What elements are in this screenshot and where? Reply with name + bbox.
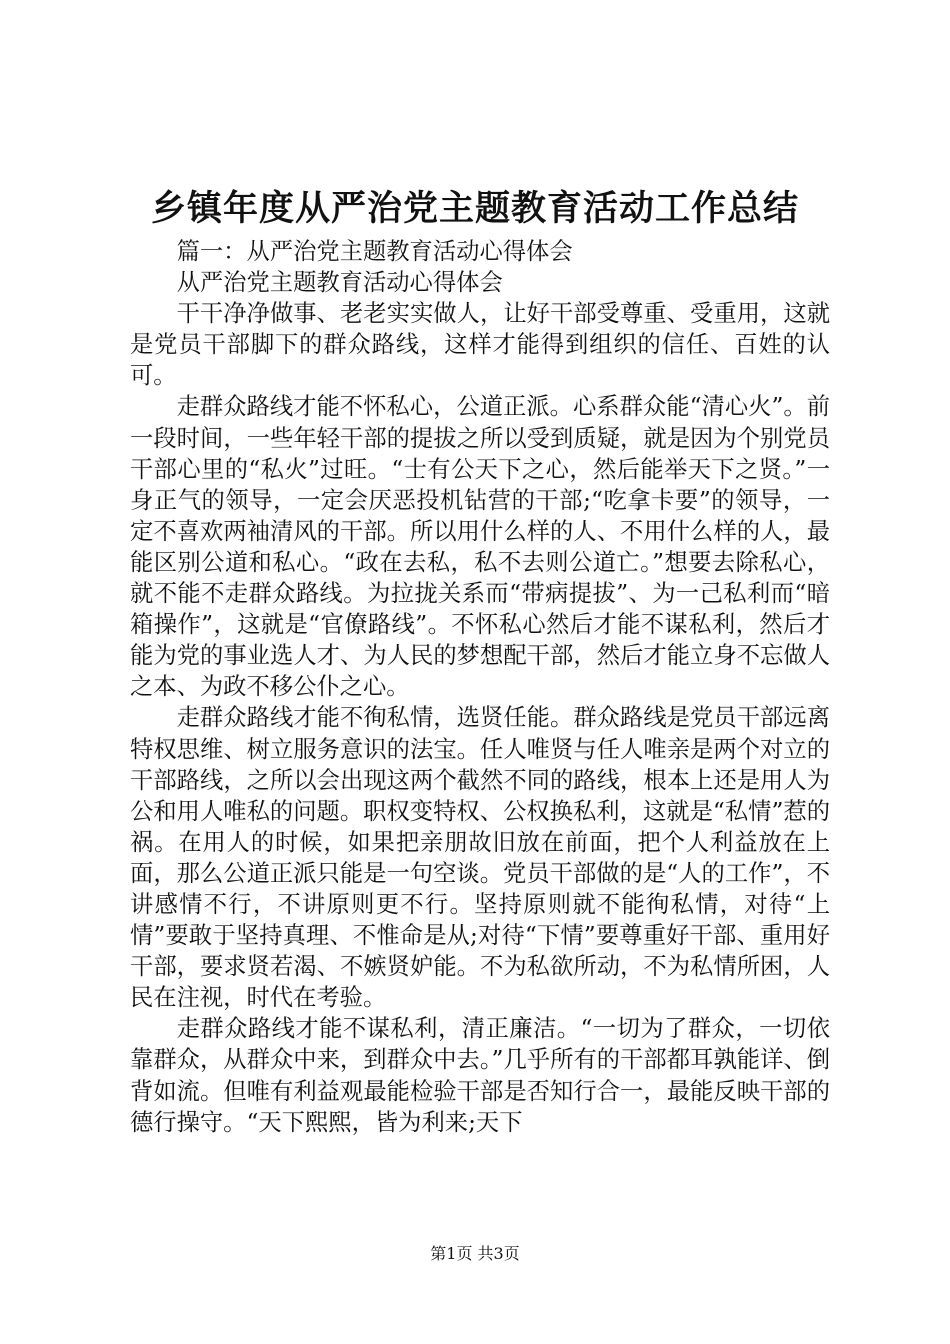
body-paragraph: 走群众路线才能不谋私利，清正廉洁。“一切为了群众，一切依靠群众，从群众中来，到群众中去。”几乎所有的干部都耳孰能详、倒背如流。但唯有利益观最能检验干部是否知行合一，最能反映干部的德行操守。“天下熙熙，皆为利来;天下 <box>130 1015 830 1136</box>
section-subheading: 从严治党主题教育活动心得体会 <box>176 269 503 297</box>
body-paragraph: 干干净净做事、老老实实做人，让好干部受尊重、受重用，这就是党员干部脚下的群众路线，这样才能得到组织的信任、百姓的认可。 <box>130 300 830 390</box>
section-heading: 篇一：从严治党主题教育活动心得体会 <box>176 238 573 265</box>
body-paragraph: 走群众路线才能不徇私情，选贤任能。群众路线是党员干部远离特权思维、树立服务意识的法宝。任人唯贤与任人唯亲是两个对立的干部路线，之所以会出现这两个截然不同的路线，根本上还是用人为公和用人唯私的问题。职权变特权、公权换私利，这就是“私情”惹的祸。在用人的时候，如果把亲朋故旧放在前面，把个人利益放在上面，那么公道正派只能是一句空谈。党员干部做的是“人的工作”，不讲感情不行，不讲原则更不行。坚持原则就不能徇私情，对待“上情”要敢于坚持真理、不惟命是从;对待“下情”要尊重好干部、重用好干部，要求贤若渴、不嫉贤妒能。不为私欲所动，不为私情所困，人民在注视，时代在考验。 <box>130 704 830 1012</box>
page-number-footer: 第1页 共3页 <box>430 1244 520 1263</box>
document-body <box>130 236 830 1138</box>
document-title: 乡镇年度从严治党主题教育活动工作总结 <box>150 189 799 229</box>
body-paragraph: 走群众路线才能不怀私心，公道正派。心系群众能“清心火”。前一段时间，一些年轻干部的提拔之所以受到质疑，就是因为个别党员干部心里的“私火”过旺。“士有公天下之心，然后能举天下之贤。”一身正气的领导，一定会厌恶投机钻营的干部;“吃拿卡要”的领导，一定不喜欢两袖清风的干部。所以用什么样的人、不用什么样的人，最能区别公道和私心。“政在去私，私不去则公道亡。”想要去除私心，就不能不走群众路线。为拉拢关系而“带病提拔”、为一己私利而“暗箱操作”，这就是“官僚路线”。不怀私心然后才能不谋私利，然后才能为党的事业选人才、为人民的梦想配干部，然后才能立身不忘做人之本、为政不移公仆之心。 <box>130 393 830 701</box>
